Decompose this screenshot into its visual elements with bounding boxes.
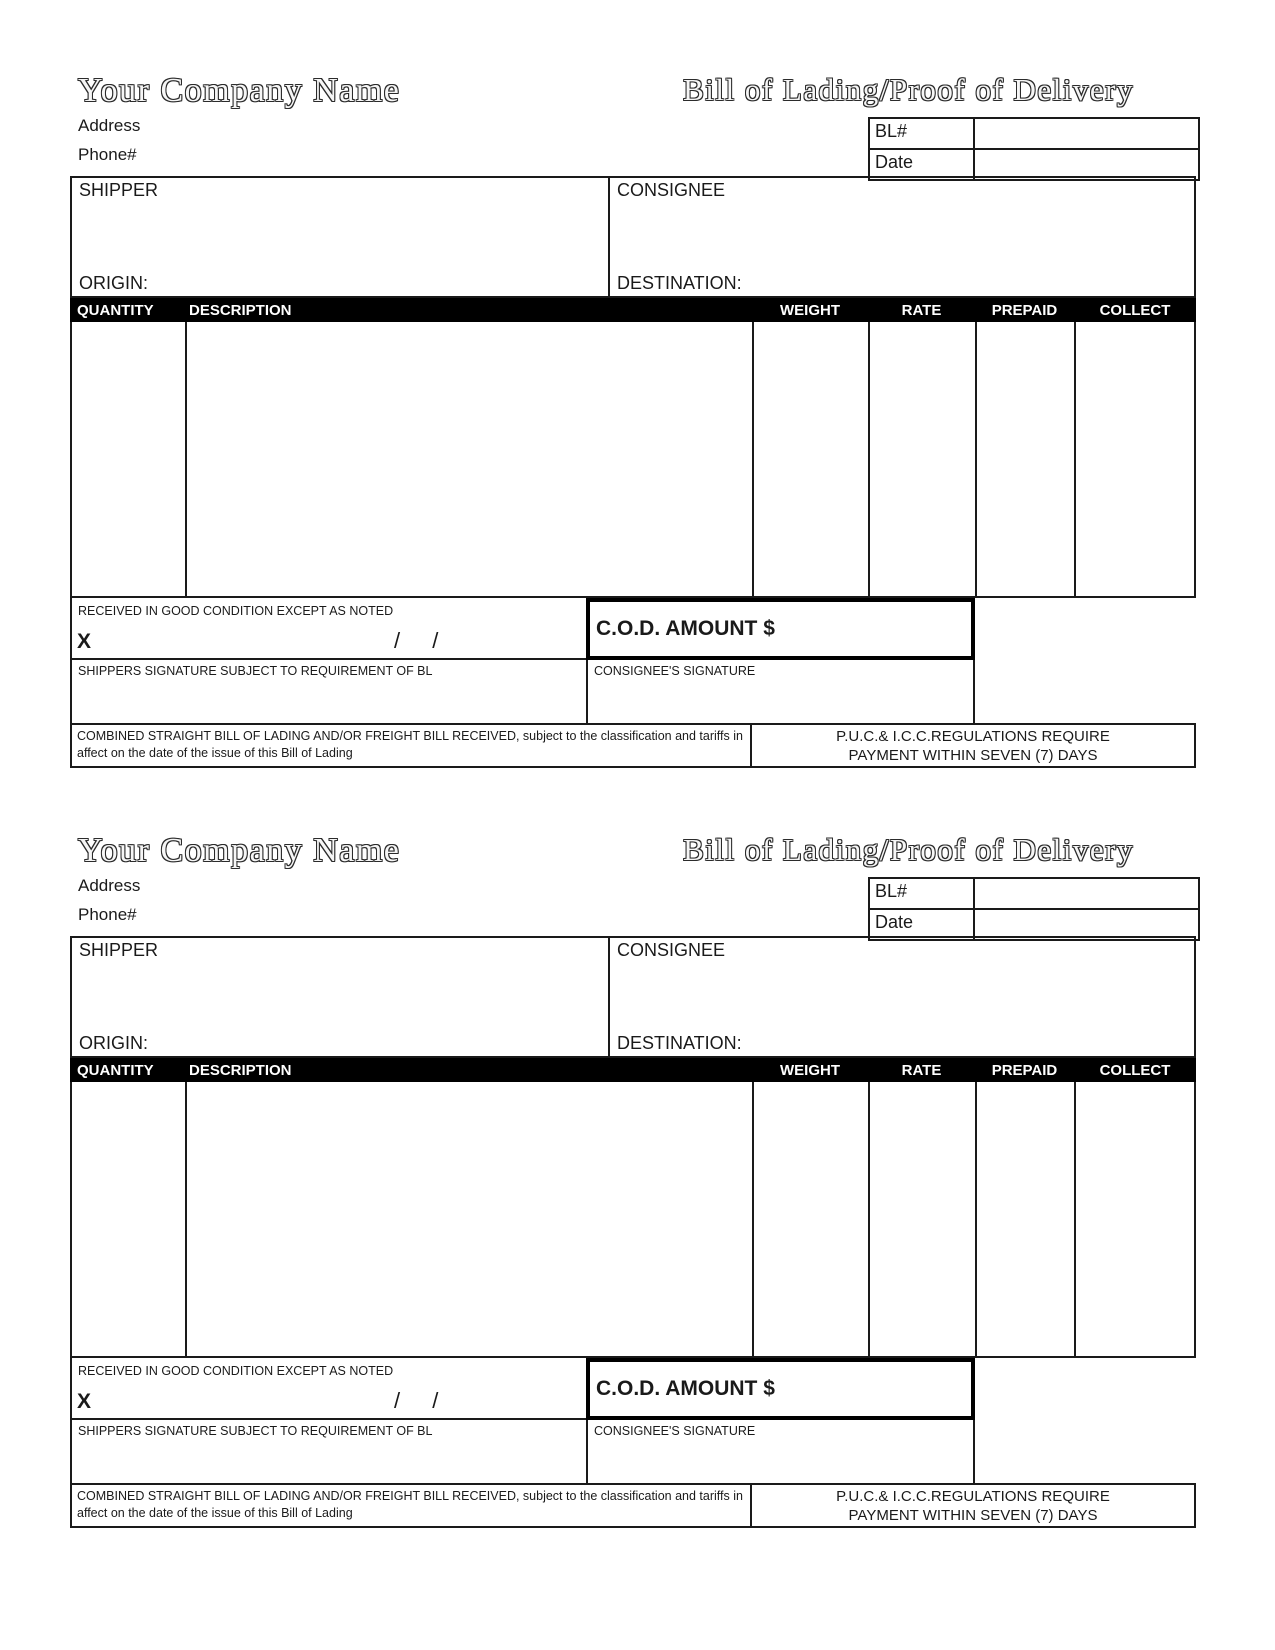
open-band	[975, 660, 1196, 723]
destination-label: DESTINATION:	[617, 273, 742, 293]
date-slashes: / /	[394, 628, 439, 653]
consignee-cell[interactable]	[610, 938, 1194, 1056]
date-field[interactable]	[975, 150, 1198, 179]
collect-column[interactable]	[1074, 322, 1194, 596]
header-rate: RATE	[901, 1061, 942, 1079]
consignee-cell[interactable]	[610, 178, 1194, 296]
shipper-signature-cell[interactable]	[70, 660, 586, 723]
items-table-body	[70, 1082, 1196, 1358]
header-rate: RATE	[901, 301, 942, 319]
received-condition-note: RECEIVED IN GOOD CONDITION EXCEPT AS NOTED	[78, 604, 394, 618]
items-table-header	[70, 298, 1196, 322]
prepaid-column[interactable]	[975, 1082, 1074, 1356]
weight-column[interactable]	[752, 1082, 868, 1356]
company-name: Your Company Name	[78, 832, 401, 869]
destination-label: DESTINATION:	[617, 1033, 742, 1053]
date-slashes: / /	[394, 1388, 439, 1413]
received-cod-row	[70, 598, 1196, 660]
date-field[interactable]	[975, 910, 1198, 939]
company-phone-label: Phone#	[78, 145, 137, 164]
bl-number-field[interactable]	[975, 879, 1198, 908]
consignee-signature-cell[interactable]	[586, 660, 975, 723]
puc-icc-notice	[752, 725, 1194, 766]
shipper-label: SHIPPER	[79, 940, 159, 960]
terms-row	[70, 1483, 1196, 1528]
weight-column[interactable]	[752, 322, 868, 596]
combined-bill-line1: COMBINED STRAIGHT BILL OF LADING AND/OR FREIGHT BILL RECEIVED, subject to the classification and tariffs in	[77, 1489, 743, 1503]
header-prepaid: PREPAID	[991, 1061, 1058, 1079]
cod-amount-box	[586, 1358, 975, 1420]
cod-amount-box	[586, 598, 975, 660]
shipper-consignee-box	[70, 176, 1196, 298]
consignee-signature-label: CONSIGNEE'S SIGNATURE	[594, 1424, 756, 1438]
received-cod-row	[70, 1358, 1196, 1420]
document-title: Bill of Lading/Proof of Delivery	[683, 832, 1134, 867]
company-phone-label: Phone#	[78, 905, 137, 924]
shipper-cell[interactable]	[72, 938, 610, 1056]
date-row	[870, 148, 1198, 179]
combined-bill-line1: COMBINED STRAIGHT BILL OF LADING AND/OR FREIGHT BILL RECEIVED, subject to the classification and tariffs in	[77, 729, 743, 743]
header-quantity: QUANTITY	[77, 301, 154, 319]
date-label: Date	[870, 910, 975, 939]
bl-number-row	[870, 879, 1198, 908]
quantity-column[interactable]	[72, 1082, 185, 1356]
received-condition-cell[interactable]	[70, 1358, 586, 1420]
shipper-label: SHIPPER	[79, 180, 159, 200]
shipper-cell[interactable]	[72, 178, 610, 296]
signatures-row	[70, 660, 1196, 723]
collect-column[interactable]	[1074, 1082, 1194, 1356]
consignee-signature-label: CONSIGNEE'S SIGNATURE	[594, 664, 756, 678]
items-table-header	[70, 1058, 1196, 1082]
origin-label: ORIGIN:	[79, 1033, 149, 1053]
header-description: DESCRIPTION	[189, 1061, 292, 1079]
origin-label: ORIGIN:	[79, 273, 149, 293]
document-title: Bill of Lading/Proof of Delivery	[683, 72, 1134, 107]
cod-amount-label: C.O.D. AMOUNT $	[596, 1377, 775, 1400]
items-table-body	[70, 322, 1196, 598]
combined-bill-line2: affect on the date of the issue of this Bill of Lading	[77, 1506, 353, 1520]
prepaid-column[interactable]	[975, 322, 1074, 596]
form-copy-top	[70, 70, 1196, 768]
company-address-label: Address	[78, 876, 141, 895]
open-band	[975, 1420, 1196, 1483]
bl-number-label: BL#	[870, 879, 975, 908]
terms-row	[70, 723, 1196, 768]
description-column[interactable]	[185, 1082, 752, 1356]
signature-x-mark: X	[77, 630, 92, 653]
consignee-label: CONSIGNEE	[617, 940, 726, 960]
shipper-signature-cell[interactable]	[70, 1420, 586, 1483]
bl-date-table	[868, 877, 1200, 941]
bl-date-table	[868, 117, 1200, 181]
header-quantity: QUANTITY	[77, 1061, 154, 1079]
consignee-label: CONSIGNEE	[617, 180, 726, 200]
date-row	[870, 908, 1198, 939]
quantity-column[interactable]	[72, 322, 185, 596]
shipper-signature-note: SHIPPERS SIGNATURE SUBJECT TO REQUIREMENT OF BL	[78, 1424, 433, 1438]
puc-icc-line1: P.U.C.& I.C.C.REGULATIONS REQUIRE	[836, 1487, 1110, 1505]
combined-bill-line2: affect on the date of the issue of this Bill of Lading	[77, 746, 353, 760]
received-condition-cell[interactable]	[70, 598, 586, 660]
company-name: Your Company Name	[78, 72, 401, 109]
puc-icc-notice	[752, 1485, 1194, 1526]
puc-icc-line2: PAYMENT WITHIN SEVEN (7) DAYS	[848, 1506, 1098, 1524]
date-label: Date	[870, 150, 975, 179]
bl-number-row	[870, 119, 1198, 148]
combined-bill-terms	[72, 725, 752, 766]
signature-x-mark: X	[77, 1390, 92, 1413]
consignee-signature-cell[interactable]	[586, 1420, 975, 1483]
header-weight: WEIGHT	[780, 1061, 840, 1079]
form-copy-bottom	[70, 830, 1196, 1528]
cod-amount-field[interactable]	[775, 1362, 971, 1416]
received-condition-note: RECEIVED IN GOOD CONDITION EXCEPT AS NOTED	[78, 1364, 394, 1378]
company-address-label: Address	[78, 116, 141, 135]
description-column[interactable]	[185, 322, 752, 596]
cod-amount-field[interactable]	[775, 602, 971, 656]
header-collect: COLLECT	[1099, 301, 1171, 319]
puc-icc-line2: PAYMENT WITHIN SEVEN (7) DAYS	[848, 746, 1098, 764]
header-weight: WEIGHT	[780, 301, 840, 319]
bl-number-label: BL#	[870, 119, 975, 148]
rate-column[interactable]	[868, 1082, 975, 1356]
cod-amount-label: C.O.D. AMOUNT $	[596, 617, 775, 640]
shipper-signature-note: SHIPPERS SIGNATURE SUBJECT TO REQUIREMENT OF BL	[78, 664, 433, 678]
combined-bill-terms	[72, 1485, 752, 1526]
bl-number-field[interactable]	[975, 119, 1198, 148]
signatures-row	[70, 1420, 1196, 1483]
header-prepaid: PREPAID	[991, 301, 1058, 319]
shipper-consignee-box	[70, 936, 1196, 1058]
puc-icc-line1: P.U.C.& I.C.C.REGULATIONS REQUIRE	[836, 727, 1110, 745]
rate-column[interactable]	[868, 322, 975, 596]
header-collect: COLLECT	[1099, 1061, 1171, 1079]
header-description: DESCRIPTION	[189, 301, 292, 319]
